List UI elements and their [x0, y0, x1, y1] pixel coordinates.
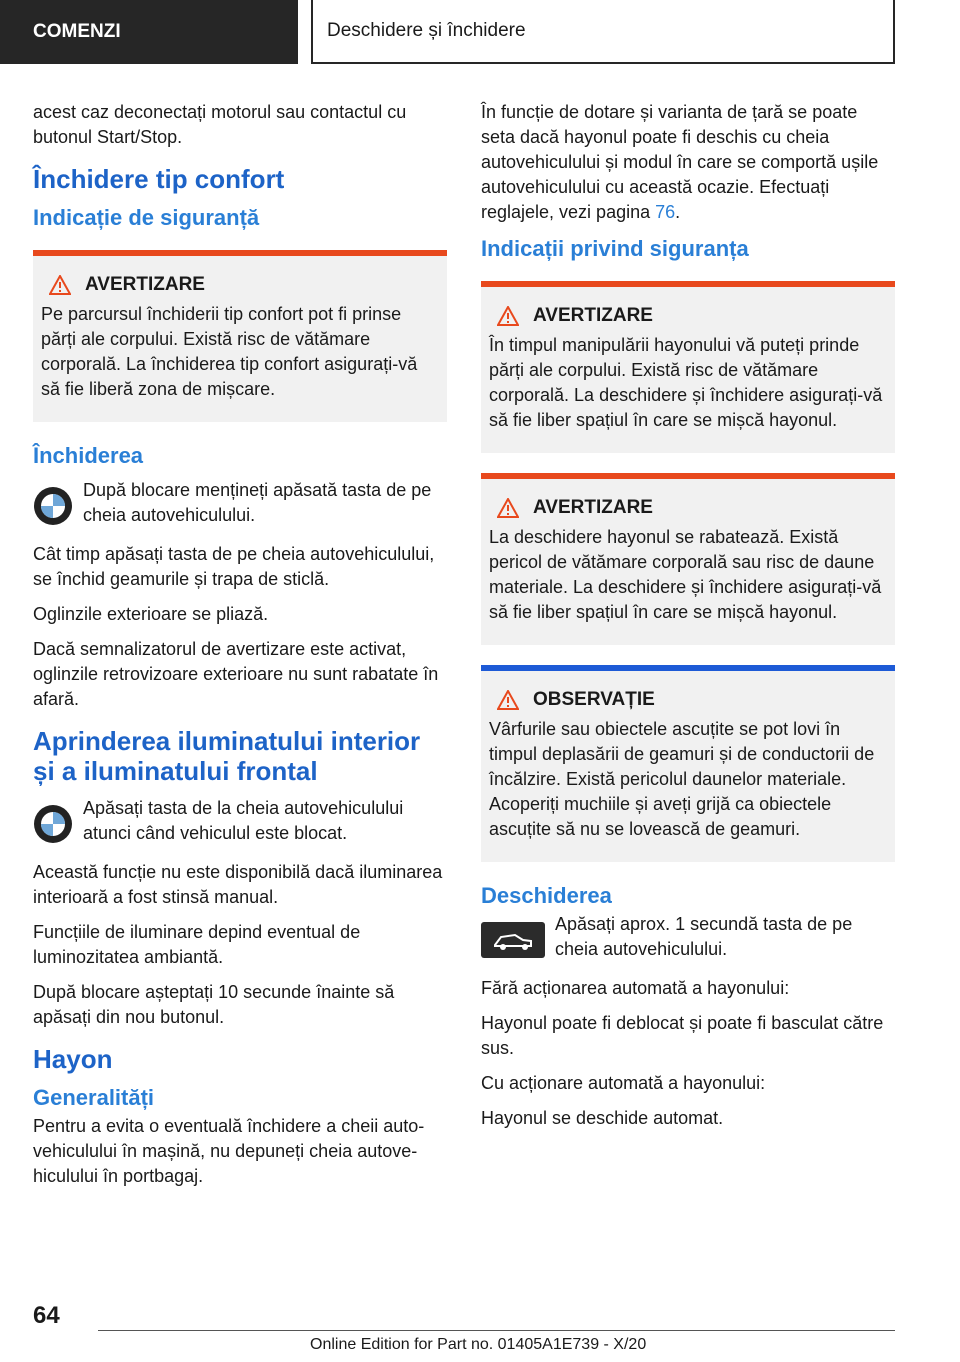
- warning-box: [481, 281, 895, 453]
- heading: Închidere tip confort: [33, 164, 285, 194]
- subheading: Deschiderea: [481, 883, 612, 908]
- paragraph: [481, 100, 895, 225]
- warning-text: Pe parcursul închiderii tip confort pot fi prinse părți ale corpului. Există risc de vătămare corporală. La închiderea tip confort asigurați-vă să fie liberă zona de mișcare.: [41, 304, 418, 399]
- page-number: 64: [33, 1302, 60, 1329]
- chapter-title: Deschidere și închidere: [327, 20, 526, 41]
- trunk-key-button-icon: [481, 920, 545, 960]
- left-column: [33, 100, 447, 1199]
- icon-row-text: După blocare mențineți apăsată tasta de pe cheia autovehiculului.: [83, 480, 432, 525]
- intro-text: În funcție de dotare și varianta de țară se poate seta dacă hayonul poate fi deschis cu cheia autovehiculului și modul în care se comportă ușile autovehiculului cu această ocazie. Efectuați reglajele, vezi pagina: [481, 102, 879, 222]
- paragraph: Cu acționare automată a hayonului:: [481, 1073, 766, 1093]
- icon-row-text: Apăsați tasta de la cheia autovehiculului atunci când vehiculul este blocat.: [83, 798, 404, 843]
- paragraph: Funcțiile de iluminare depind eventual de luminozitatea ambiantă.: [33, 922, 361, 967]
- section-title: COMENZI: [33, 21, 121, 42]
- warning-text: În timpul manipulării hayonului vă puteți prinde părți ale corpului. Există risc de vătămare corporală. La deschidere și închidere asigurați-vă să fie liber spațiul în care se mișcă hayonul.: [489, 335, 883, 430]
- paragraph: Oglinzile exterioare se pliază.: [33, 604, 269, 624]
- subheading: Indicație de siguranță: [33, 205, 260, 230]
- footer-divider: [98, 1330, 895, 1331]
- subheading: Închiderea: [33, 443, 144, 468]
- footer-edition: Online Edition for Part no. 01405A1E739 - X/20: [310, 1336, 647, 1353]
- warning-title: [489, 305, 887, 327]
- paragraph: Pentru a evita o eventuală închidere a cheii autovehiculului în mașină, nu depuneți cheia autovehiculului în portbagaj.: [33, 1116, 425, 1186]
- icon-row-text: Apăsați aprox. 1 secundă tasta de pe cheia autovehiculului.: [555, 914, 853, 959]
- right-column: [481, 100, 895, 1141]
- paragraph: Fără acționarea automată a hayonului:: [481, 978, 790, 998]
- bmw-logo-icon: [33, 804, 73, 844]
- heading: Hayon: [33, 1044, 113, 1074]
- paragraph: Această funcție nu este disponibilă dacă iluminarea interioară a fost stinsă manual.: [33, 862, 443, 907]
- paragraph: După blocare așteptați 10 secunde înainte să apăsați din nou butonul.: [33, 982, 395, 1027]
- warning-title-text: AVERTIZARE: [85, 274, 205, 295]
- bmw-logo-icon: [33, 486, 73, 526]
- note-title: [489, 689, 887, 711]
- warning-title: [489, 497, 887, 519]
- paragraph: Dacă semnalizatorul de avertizare este activat, oglinzile retrovizoare exterioare nu sunt rabatate în afară.: [33, 639, 439, 709]
- chapter-header: [311, 0, 895, 64]
- icon-row: [33, 796, 447, 846]
- icon-row: [33, 478, 447, 528]
- subheading: Indicații privind siguranța: [481, 236, 749, 261]
- warning-title: [41, 274, 439, 296]
- warning-title-text: AVERTIZARE: [533, 497, 653, 518]
- page-link[interactable]: 76: [655, 202, 676, 222]
- section-tab: [0, 0, 298, 64]
- warning-triangle-icon: [497, 306, 519, 326]
- paragraph: Hayonul se deschide automat.: [481, 1108, 724, 1128]
- note-title-text: OBSERVAȚIE: [533, 689, 655, 710]
- warning-box: [481, 473, 895, 645]
- note-text: Vârfurile sau obiectele ascuțite se pot lovi în timpul deplasării de geamuri și de conductorii de încălzire. Există pericolul daunelor materiale. Acoperiți muchiile și aveți grijă ca obiectele ascuțite să nu se lovească de geamuri.: [489, 719, 875, 839]
- heading: Aprinderea iluminatului interior și a iluminatului frontal: [33, 726, 421, 786]
- warning-triangle-icon: [49, 275, 71, 295]
- icon-row: [481, 912, 895, 962]
- warning-title-text: AVERTIZARE: [533, 305, 653, 326]
- intro-end: .: [675, 202, 681, 222]
- note-box: [481, 665, 895, 862]
- paragraph: Hayonul poate fi deblocat și poate fi basculat către sus.: [481, 1013, 884, 1058]
- paragraph: acest caz deconectați motorul sau contactul cu butonul Start/Stop.: [33, 102, 407, 147]
- warning-triangle-icon: [497, 690, 519, 710]
- warning-triangle-icon: [497, 498, 519, 518]
- subheading: Generalități: [33, 1085, 155, 1110]
- warning-text: La deschidere hayonul se rabatează. Există pericol de vătămare corporală sau risc de daune materiale. La deschidere și închidere asigurați-vă să fie liber spațiul în care se mișcă hayonul.: [489, 527, 882, 622]
- warning-box: [33, 250, 447, 422]
- paragraph: Cât timp apăsați tasta de pe cheia autovehiculului, se închid geamurile și trapa de sticlă.: [33, 544, 435, 589]
